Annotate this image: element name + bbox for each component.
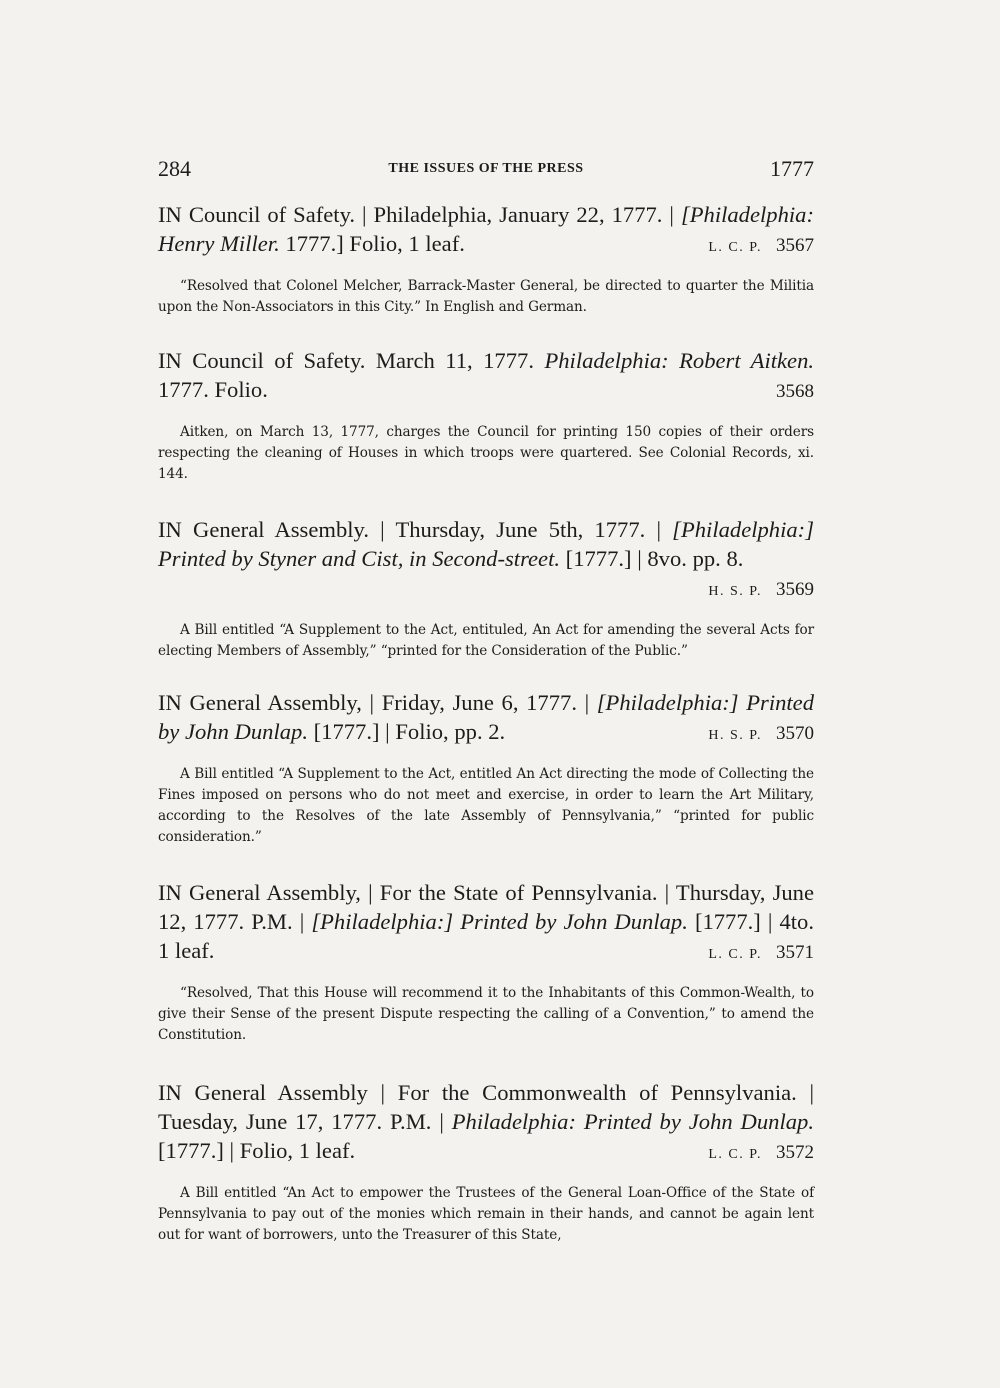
entry-number: 3571 <box>776 942 814 963</box>
entry-number: 3572 <box>776 1142 814 1163</box>
library-code: L. C. P. <box>708 947 762 962</box>
heading-tail <box>762 375 814 408</box>
heading-format: [1777.] | 8vo. pp. 8. <box>565 546 744 571</box>
entry-3572 <box>158 1078 814 1246</box>
running-head <box>158 150 814 190</box>
heading-format: [1777.] | Folio, 1 leaf. <box>158 1138 356 1163</box>
entry-3567 <box>158 200 814 318</box>
heading-format: 1777. Folio. <box>158 377 268 402</box>
entry-3568 <box>158 346 814 485</box>
heading-imprint: [Philadelphia:] Printed by John Dunlap. <box>158 690 814 744</box>
heading-lead: IN General Assembly, | Friday, June 6, 1777. | <box>158 690 590 715</box>
entry-3570 <box>158 688 814 848</box>
heading-format: [1777.] | Folio, pp. 2. <box>313 719 506 744</box>
entry-heading <box>158 200 814 258</box>
entry-note: “Resolved, That this House will recommend it to the Inhabitants of this Common-Wealth, to give their Sense of the present Dispute respecting the calling of a Convention,” to amend the Constitution. <box>158 985 814 1043</box>
heading-lead: IN General Assembly | For the Commonwealth of Pennsylvania. | Tuesday, June 17, 1777. P.M. | <box>158 1080 814 1134</box>
entry-3571 <box>158 878 814 1046</box>
heading-tail <box>708 717 814 750</box>
heading-imprint: [Philadelphia:] Printed by John Dunlap. <box>311 909 688 934</box>
entry-3569 <box>158 515 814 662</box>
entry-heading <box>158 878 814 965</box>
entry-heading <box>158 688 814 746</box>
running-title: THE ISSUES OF THE PRESS <box>388 161 584 176</box>
entry-heading <box>158 515 814 600</box>
entry-note: A Bill entitled “A Supplement to the Act, entitled An Act directing the mode of Collecting the Fines imposed on persons who do not meet and exercise, in order to learn the Art Military, according to the Resolves of the late Assembly of Pennsylvania,” “printed for public consideration.” <box>158 766 814 845</box>
library-code: H. S. P. <box>708 584 762 599</box>
heading-format: 1777.] Folio, 1 leaf. <box>285 231 465 256</box>
heading-tail <box>708 936 814 969</box>
heading-imprint: [Philadelphia:] Printed by Styner and Cist, in Second-street. <box>158 517 814 571</box>
heading-lead: IN Council of Safety. March 11, 1777. <box>158 348 534 373</box>
heading-imprint: Philadelphia: Printed by John Dunlap. <box>451 1109 814 1134</box>
heading-imprint: Philadelphia: Robert Aitken. <box>544 348 815 373</box>
entry-number: 3567 <box>776 235 814 256</box>
entry-heading <box>158 346 814 404</box>
heading-tail <box>708 573 814 606</box>
library-code: L. C. P. <box>708 1147 762 1162</box>
heading-tail <box>708 1136 814 1169</box>
heading-format: [1777.] | 4to. 1 leaf. <box>158 909 814 963</box>
entry-number: 3568 <box>776 381 814 402</box>
entry-note: A Bill entitled “A Supplement to the Act, entituled, An Act for amending the several Acts for electing Members of Assembly,” “printed for the Consideration of the Public.” <box>158 622 814 659</box>
heading-lead: IN General Assembly, | For the State of Pennsylvania. | Thursday, June 12, 1777. P.M. | <box>158 880 814 934</box>
library-code: L. C. P. <box>708 240 762 255</box>
entry-heading <box>158 1078 814 1165</box>
entry-number: 3570 <box>776 723 814 744</box>
entry-number: 3569 <box>776 579 814 600</box>
entry-note: A Bill entitled “An Act to empower the Trustees of the General Loan-Office of the State of Pennsylvania to pay out of the monies which remain in their hands, and cannot be again lent out for want of borrowers, unto the Treasurer of this State, <box>158 1185 814 1243</box>
heading-imprint: [Philadelphia: Henry Miller. <box>158 202 814 256</box>
page-number: 284 <box>158 156 191 181</box>
running-year: 1777 <box>770 156 814 181</box>
library-code: H. S. P. <box>708 728 762 743</box>
entry-note: “Resolved that Colonel Melcher, Barrack-Master General, be directed to quarter the Militia upon the Non-Associators in this City.” In English and German. <box>158 278 814 315</box>
heading-lead: IN Council of Safety. | Philadelphia, January 22, 1777. | <box>158 202 674 227</box>
book-page <box>158 150 814 1246</box>
entry-note: Aitken, on March 13, 1777, charges the Council for printing 150 copies of their orders respecting the cleaning of Houses in which troops were quartered. See Colonial Records, xi. 144. <box>158 424 814 482</box>
heading-tail <box>708 229 814 262</box>
heading-lead: IN General Assembly. | Thursday, June 5th, 1777. | <box>158 517 661 542</box>
